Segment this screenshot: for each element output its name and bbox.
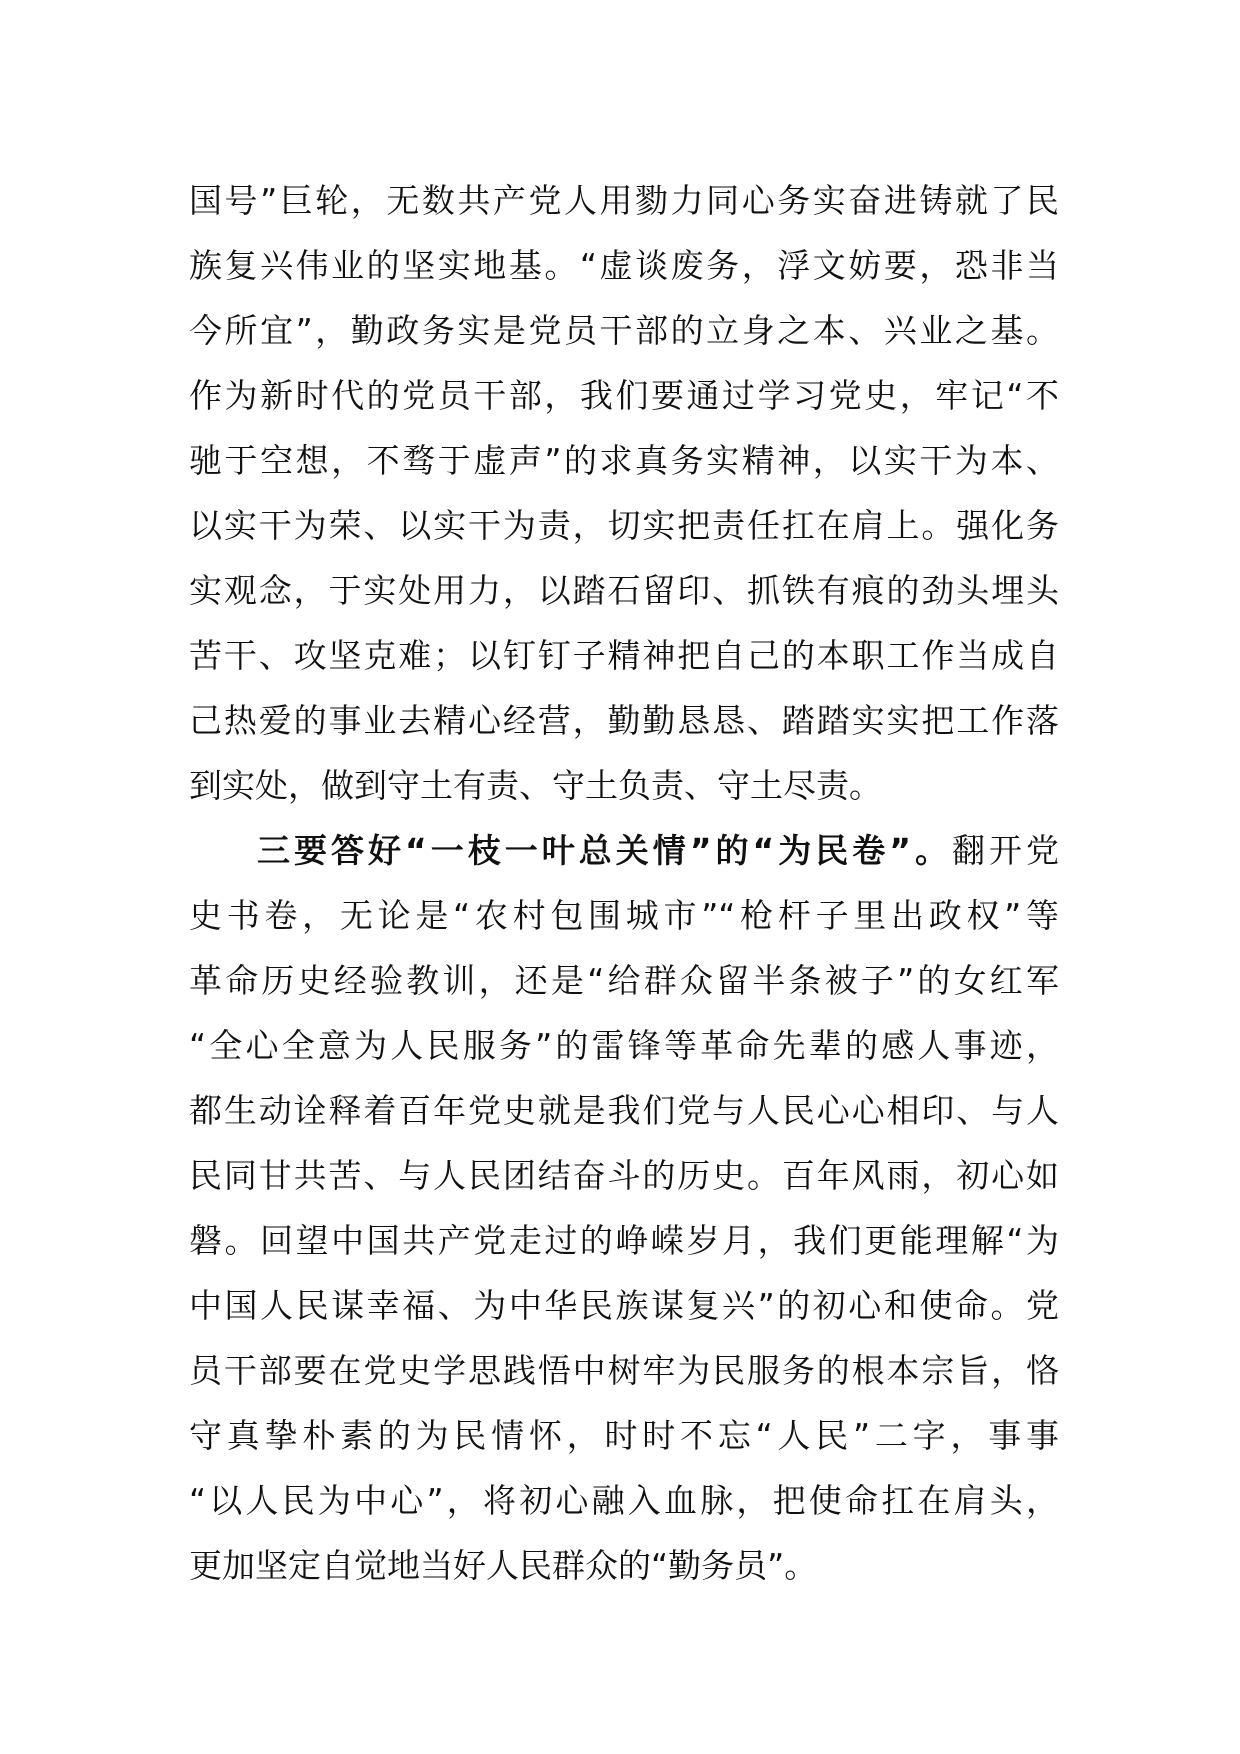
text-line: 族复兴伟业的坚实地基。“虚谈废务，浮文妨要，恐非当 xyxy=(189,246,1059,285)
text-line: 都生动诠释着百年党史就是我们党与人民心心相印、与人 xyxy=(189,1091,1059,1130)
text-line: 驰于空想，不骛于虚声”的求真务实精神，以实干为本、 xyxy=(189,441,1059,480)
text-line: 更加坚定自觉地当好人民群众的“勤务员”。 xyxy=(189,1546,818,1585)
paragraph-2 xyxy=(189,818,1059,1598)
text-line: 以实干为荣、以实干为责，切实把责任扛在肩上。强化务 xyxy=(189,506,1059,545)
heading-line-rest: 翻开党 xyxy=(951,831,1059,870)
text-line: 实观念，于实处用力，以踏石留印、抓铁有痕的劲头埋头 xyxy=(189,571,1059,610)
text-line: “以人民为中心”，将初心融入血脉，把使命扛在肩头， xyxy=(189,1481,1059,1520)
text-line: 员干部要在党史学思践悟中树牢为民服务的根本宗旨，恪 xyxy=(189,1351,1059,1390)
text-line: 守真挚朴素的为民情怀，时时不忘“人民”二字，事事 xyxy=(189,1416,1059,1455)
text-line: 作为新时代的党员干部，我们要通过学习党史，牢记“不 xyxy=(189,376,1059,415)
body-text xyxy=(189,168,1059,1598)
text-line: 到实处，做到守土有责、守土负责、守土尽责。 xyxy=(189,766,882,805)
text-line: 苦干、攻坚克难；以钉钉子精神把自己的本职工作当成自 xyxy=(189,636,1059,675)
section-heading: 三要答好“一枝一叶总关情”的“为民卷”。 xyxy=(257,831,952,870)
text-line: 国号”巨轮，无数共产党人用勠力同心务实奋进铸就了民 xyxy=(189,181,1059,220)
text-line xyxy=(189,818,1059,883)
text-line: 革命历史经验教训，还是“给群众留半条被子”的女红军 xyxy=(189,961,1059,1000)
text-line: 今所宜”，勤政务实是党员干部的立身之本、兴业之基。 xyxy=(189,311,1059,350)
text-line: 磐。回望中国共产党走过的峥嵘岁月，我们更能理解“为 xyxy=(189,1221,1059,1260)
paragraph-1 xyxy=(189,168,1059,818)
text-line: 史书卷，无论是“农村包围城市”“枪杆子里出政权”等 xyxy=(189,896,1059,935)
text-line: “全心全意为人民服务”的雷锋等革命先辈的感人事迹， xyxy=(189,1026,1059,1065)
text-line: 民同甘共苦、与人民团结奋斗的历史。百年风雨，初心如 xyxy=(189,1156,1059,1195)
text-line: 己热爱的事业去精心经营，勤勤恳恳、踏踏实实把工作落 xyxy=(189,701,1059,740)
text-line: 中国人民谋幸福、为中华民族谋复兴”的初心和使命。党 xyxy=(189,1286,1059,1325)
